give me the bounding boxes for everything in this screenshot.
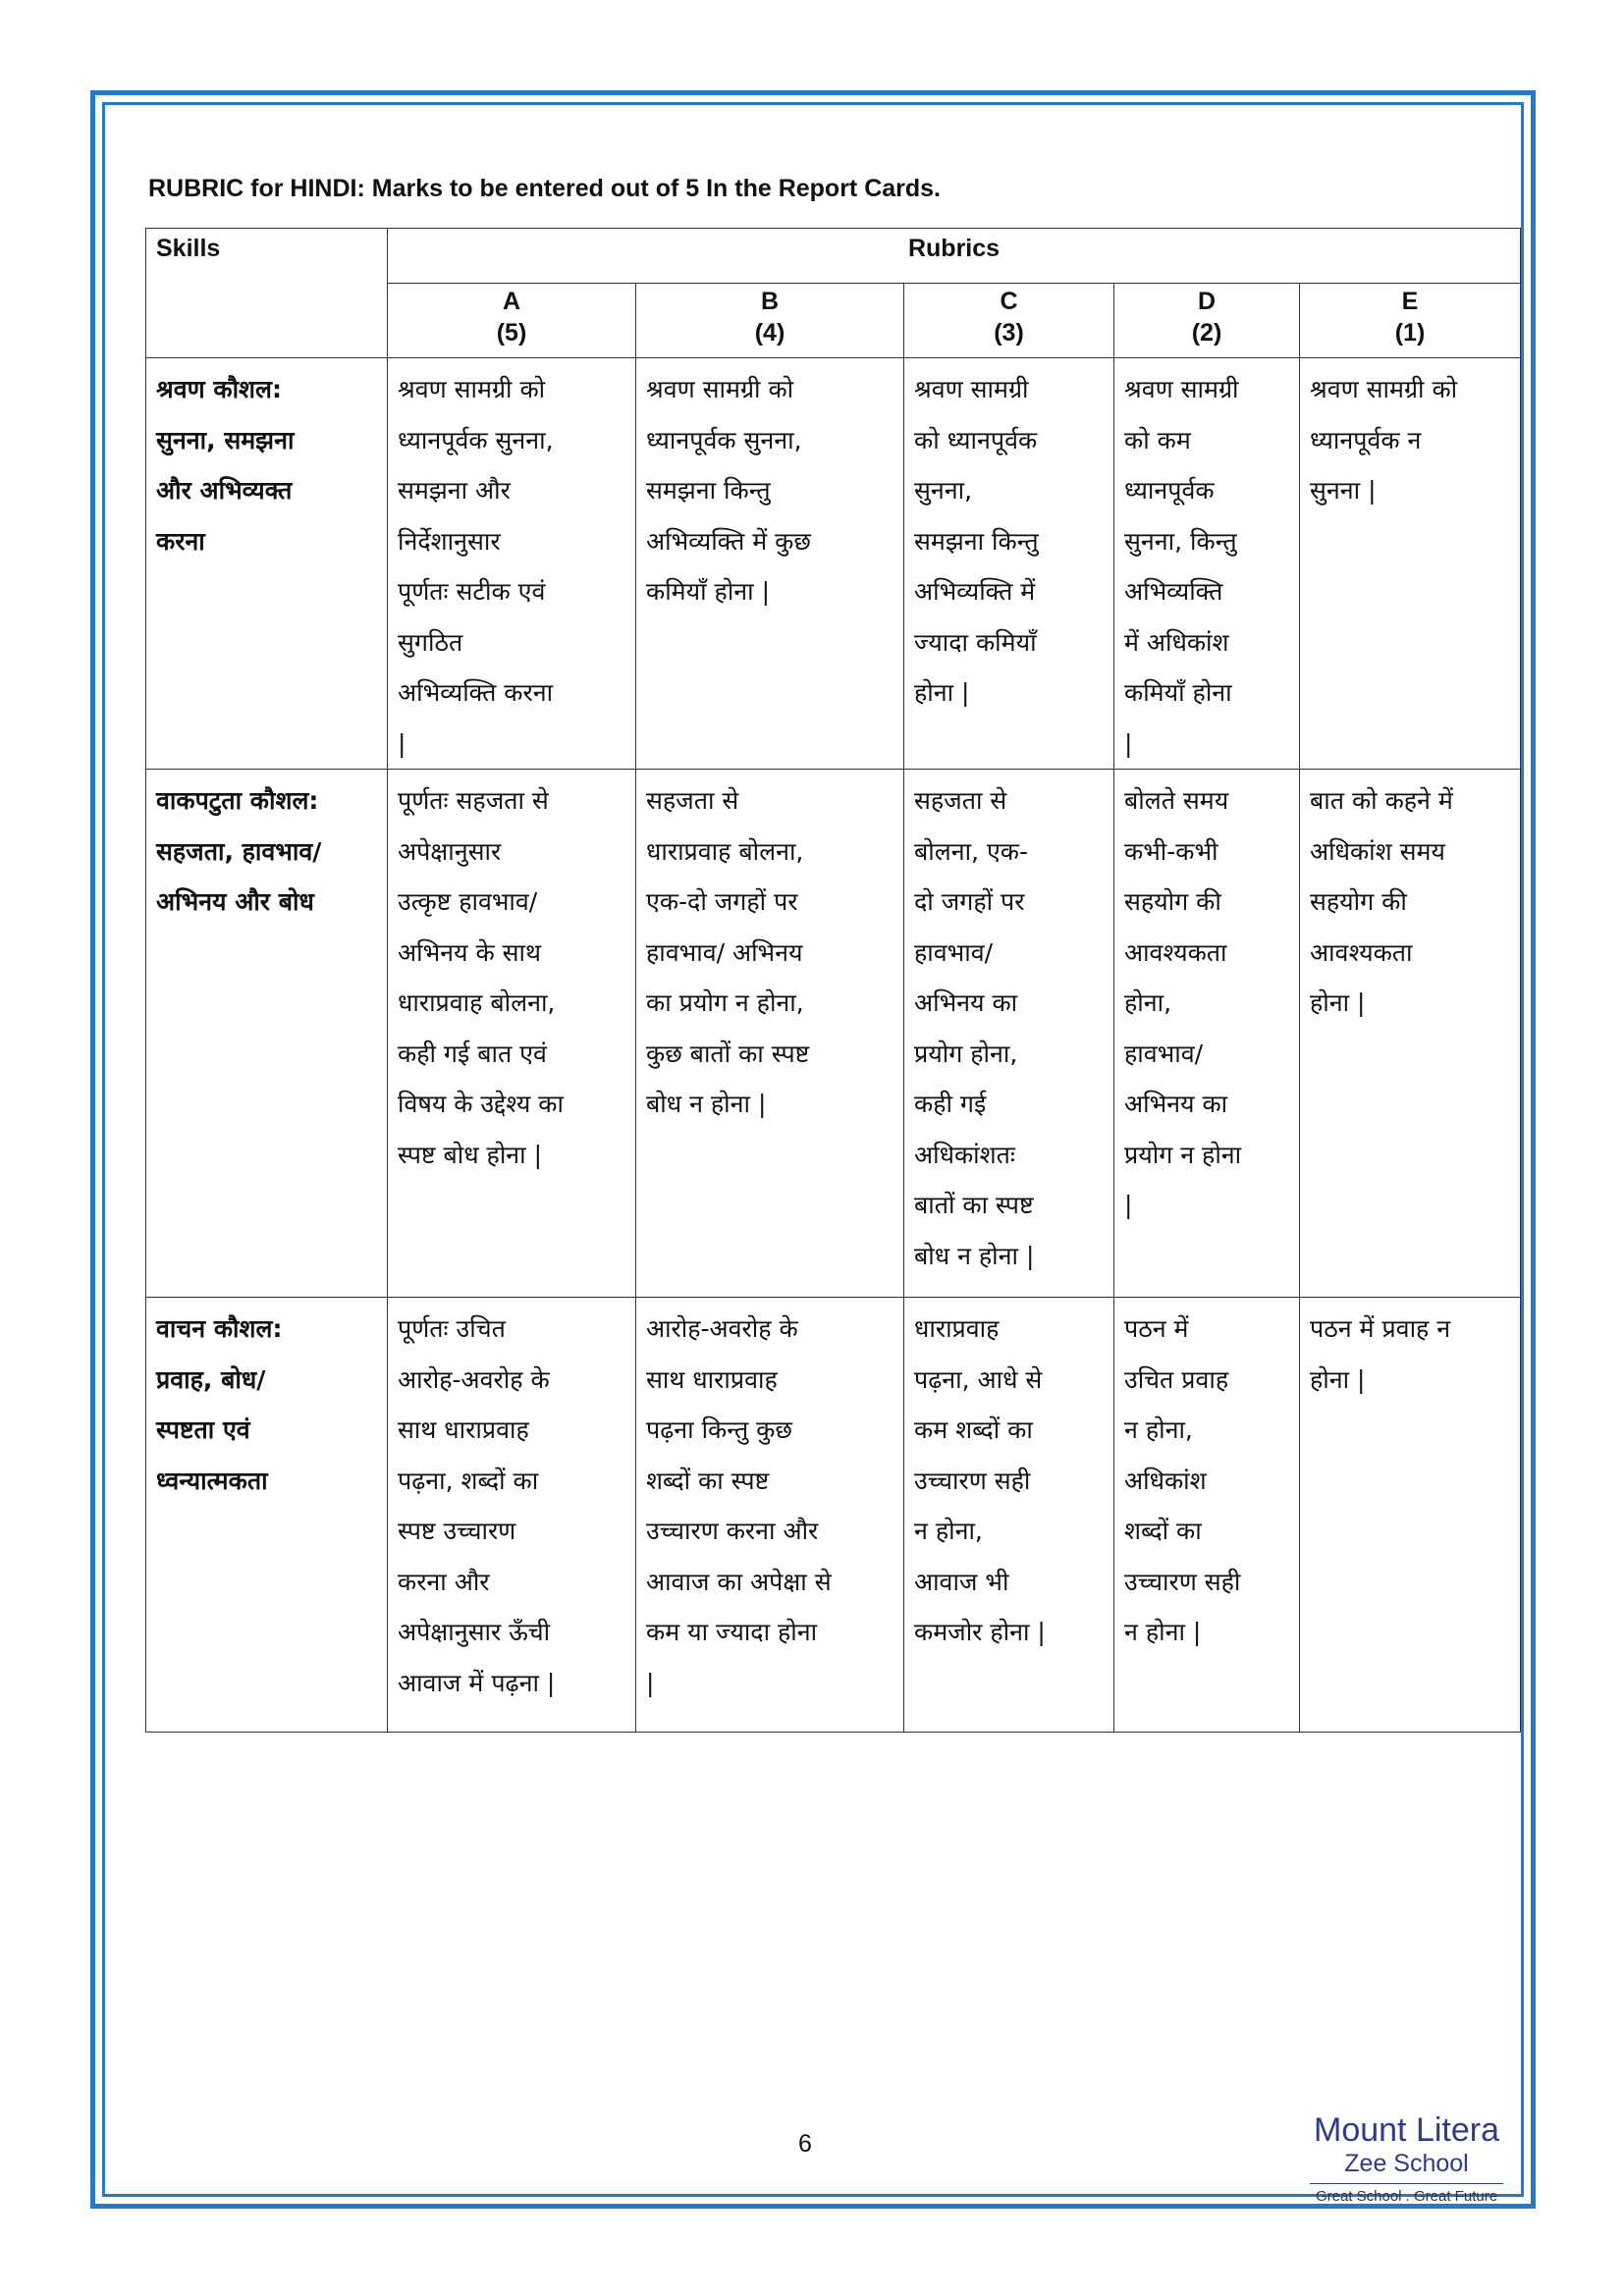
rubric-line: सहयोग की [1124,887,1221,916]
skill-line: सहजता, हावभाव/ [156,836,322,866]
rubric-line: पूर्णतः उचित [398,1314,506,1343]
rubric-line: करना और [398,1567,490,1596]
rubric-cell-e [1300,1298,1521,1733]
rubric-line: सुनना, [914,476,973,505]
rubric-line: अधिकांशतः [914,1140,1015,1169]
rubric-line: धाराप्रवाह [914,1314,1000,1343]
rubric-line: साथ धाराप्रवाह [398,1415,529,1444]
rubric-line: को कम [1124,425,1191,454]
rubric-line: होना | [1310,1364,1366,1394]
rubric-line: शब्दों का स्पष्ट [646,1466,770,1495]
rubric-line: अभिव्यक्ति में कुछ [646,526,811,556]
rubric-line: बात को कहने में [1310,786,1453,815]
rubric-cell-c [904,770,1114,1298]
rubric-line: आरोह-अवरोह के [398,1364,550,1394]
rubric-line: कमियाँ होना [1124,678,1232,707]
rubric-line: कमियाँ होना | [646,577,771,606]
rubric-cell-d [1114,770,1300,1298]
rubric-line: अभिव्यक्ति [1124,577,1223,606]
rubric-line: पठन में प्रवाह न [1310,1314,1451,1343]
rubric-line: हावभाव/ [914,937,994,967]
rubric-line: का प्रयोग न होना, [646,988,804,1017]
rubric-line: | [1124,728,1133,758]
rubric-cell-b [636,770,904,1298]
rubric-line: दो जगहों पर [914,887,1025,916]
rubric-line: पढ़ना किन्तु कुछ [646,1415,792,1444]
rubric-line: बोलना, एक- [914,836,1028,866]
rubric-cell-e [1300,770,1521,1298]
logo-subtitle: Zee School [1344,2150,1469,2177]
rubric-line: ध्यानपूर्वक न [1310,425,1422,454]
rubric-line: आरोह-अवरोह के [646,1314,798,1343]
rubric-line: अभिनय का [914,988,1018,1017]
rubric-line: आवश्यकता [1310,937,1413,967]
rubric-line: श्रवण सामग्री [914,375,1029,403]
rubric-line: आवश्यकता [1124,937,1227,967]
skill-line: करना [156,526,205,556]
rubric-line: सुनना | [1310,476,1377,505]
skill-line: अभिनय और बोध [156,887,314,916]
page-number: 6 [798,2130,812,2158]
rubric-line: होना | [1310,988,1366,1017]
rubric-line: बातों का स्पष्ट [914,1191,1034,1219]
grade-header-a: A (5) [388,284,636,358]
rubric-line: में अधिकांश [1124,627,1229,657]
rubric-line: पूर्णतः सटीक एवं [398,577,546,606]
rubric-line: अभिव्यक्ति करना [398,678,554,707]
rubric-line: श्रवण सामग्री को [398,375,546,403]
rubric-line: अपेक्षानुसार ऊँची [398,1618,551,1646]
rubric-line: कम या ज्यादा होना [646,1618,818,1646]
rubric-line: अपेक्षानुसार [398,836,502,866]
skill-line: श्रवण कौशल: [156,375,283,403]
rubric-line: पढ़ना, शब्दों का [398,1466,539,1495]
rubric-line: होना | [914,678,970,707]
rubric-line: बोध न होना | [914,1241,1035,1270]
row-speaking [146,770,1521,1298]
school-logo [1306,2110,1507,2206]
row-listening [146,358,1521,770]
rubric-line: धाराप्रवाह बोलना, [398,988,556,1017]
rubric-line: | [398,728,406,758]
rubric-line: न होना | [1124,1618,1202,1646]
page-heading: RUBRIC for HINDI: Marks to be entered out of 5 In the Report Cards. [148,175,942,202]
rubrics-header: Rubrics [388,229,1521,284]
rubric-line: कमजोर होना | [914,1618,1046,1646]
rubric-line: आवाज का अपेक्षा से [646,1567,832,1596]
logo-name: Mount Litera [1314,2111,1499,2149]
rubric-line: उच्चारण सही [1124,1567,1241,1596]
rubric-line: आवाज में पढ़ना | [398,1668,556,1697]
rubric-line: स्पष्ट बोध होना | [398,1140,543,1169]
rubric-line: पूर्णतः सहजता से [398,786,549,815]
rubric-line: उच्चारण सही [914,1466,1031,1495]
grade-header-b: B (4) [636,284,904,358]
rubric-line: कही गई [914,1090,987,1118]
rubric-line: धाराप्रवाह बोलना, [646,836,804,866]
rubric-line: निर्देशानुसार [398,526,501,556]
rubric-cell-d [1114,1298,1300,1733]
rubric-line: शब्दों का [1124,1517,1202,1545]
rubric-line: कही गई बात एवं [398,1039,547,1068]
rubric-line: न होना, [914,1517,983,1545]
rubric-line: अधिकांश समय [1310,836,1445,866]
rubric-cell-c [904,1298,1114,1733]
rubric-line: ध्यानपूर्वक सुनना, [646,425,802,454]
rubric-cell-b [636,1298,904,1733]
rubric-cell-e [1300,358,1521,770]
skill-cell [146,358,388,770]
rubric-line: पठन में [1124,1314,1189,1343]
rubric-line: प्रयोग न होना [1124,1140,1242,1169]
rubric-line: समझना किन्तु [914,526,1039,556]
rubric-line: अभिनय के साथ [398,937,541,967]
rubric-line: कुछ बातों का स्पष्ट [646,1039,810,1068]
logo-divider [1310,2183,1503,2184]
grade-header-c: C (3) [904,284,1114,358]
rubric-cell-c [904,358,1114,770]
rubric-line: ज्यादा कमियाँ [914,627,1037,657]
rubric-cell-a [388,1298,636,1733]
skill-cell [146,770,388,1298]
rubric-line: सहजता से [646,786,739,815]
skill-line: ध्वन्यात्मकता [156,1466,268,1495]
grade-header-d: D (2) [1114,284,1300,358]
rubric-line: ध्यानपूर्वक सुनना, [398,425,554,454]
skill-line: सुनना, समझना [156,425,295,454]
rubric-line: उच्चारण करना और [646,1517,819,1545]
rubric-line: पढ़ना, आधे से [914,1364,1043,1394]
rubric-cell-a [388,358,636,770]
rubric-line: | [646,1668,655,1697]
table-header-row [146,229,1521,284]
rubric-line: समझना और [398,476,511,505]
rubric-line: सहजता से [914,786,1007,815]
rubric-line: उचित प्रवाह [1124,1364,1229,1394]
rubric-cell-d [1114,358,1300,770]
rubric-line: प्रयोग होना, [914,1039,1018,1068]
skill-line: प्रवाह, बोध/ [156,1364,266,1394]
rubric-line: श्रवण सामग्री को [646,375,794,403]
skills-header: Skills [146,229,388,358]
rubric-line: सुनना, किन्तु [1124,526,1237,556]
rubric-line: श्रवण सामग्री को [1310,375,1458,403]
grade-header-e: E (1) [1300,284,1521,358]
rubric-line: सुगठित [398,627,463,657]
rubric-line: विषय के उद्देश्य का [398,1090,564,1118]
rubric-cell-a [388,770,636,1298]
rubric-line: साथ धाराप्रवाह [646,1364,778,1394]
logo-tagline: Great School . Great Future [1315,2188,1498,2205]
skill-line: वाचन कौशल: [156,1314,283,1343]
rubric-line: हावभाव/ [1124,1039,1204,1068]
skill-line: और अभिव्यक्त [156,476,293,505]
rubric-line: अभिव्यक्ति में [914,577,1036,606]
rubric-line: उत्कृष्ट हावभाव/ [398,887,538,916]
rubric-line: ध्यानपूर्वक [1124,476,1215,505]
rubric-line: बोलते समय [1124,786,1229,815]
rubric-line: को ध्यानपूर्वक [914,425,1038,454]
rubric-line: अधिकांश [1124,1466,1207,1495]
rubric-line: बोध न होना | [646,1090,767,1118]
rubric-line: सहयोग की [1310,887,1407,916]
rubric-cell-b [636,358,904,770]
rubric-line: स्पष्ट उच्चारण [398,1517,516,1545]
row-reading [146,1298,1521,1733]
skill-line: स्पष्टता एवं [156,1415,250,1444]
rubric-line: समझना किन्तु [646,476,771,505]
rubric-line: आवाज भी [914,1567,1009,1596]
rubric-line: एक-दो जगहों पर [646,887,798,916]
rubric-line: श्रवण सामग्री [1124,375,1239,403]
rubric-line: कम शब्दों का [914,1415,1033,1444]
skill-cell [146,1298,388,1733]
rubric-line: अभिनय का [1124,1090,1228,1118]
rubric-table [145,228,1521,1733]
rubric-line: हावभाव/ अभिनय [646,937,803,967]
rubric-line: न होना, [1124,1415,1193,1444]
rubric-line: | [1124,1191,1133,1219]
rubric-line: कभी-कभी [1124,836,1218,866]
skill-line: वाकपटुता कौशल: [156,786,319,815]
rubric-line: होना, [1124,988,1172,1017]
